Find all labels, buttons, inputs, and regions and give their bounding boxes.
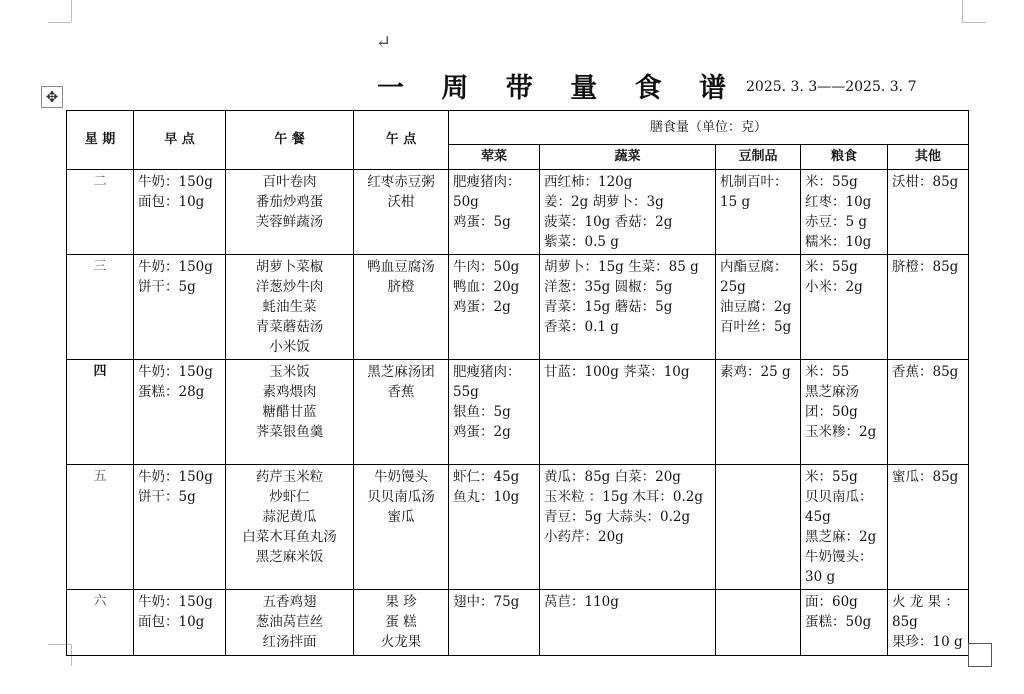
cell-line: 小米：2g [805,279,863,295]
other-cell [888,360,969,465]
resize-icon[interactable] [968,643,992,667]
cell-line: 蚝油生菜 [262,299,317,315]
cell-line: 牛奶：150g [138,469,213,485]
table-row [67,590,969,656]
subheader-meat: 荤菜 [449,145,540,170]
cell-line: 牛奶馒头： [805,549,873,565]
move-icon[interactable]: ✥ [41,86,63,108]
table-row [67,170,969,255]
meat-cell [449,465,540,590]
cell-line: 牛奶：150g [138,594,213,610]
cell-line: 油豆腐：2g [720,299,792,315]
cell-line: 牛肉：50g [453,259,520,275]
cell-line: 机制百叶： [720,174,788,190]
cell-line: 黑芝麻：2g [805,529,877,545]
meat-cell [449,590,540,656]
cell-line: 白菜木耳鱼丸汤 [242,529,337,545]
subheader-grain: 粮食 [801,145,888,170]
cell-line: 肥瘦猪肉： [453,174,521,190]
cell-line: 番茄炒鸡蛋 [255,194,324,210]
soy-cell [716,465,801,590]
cell-line: 鱼丸：10g [453,489,520,505]
breakfast-cell [134,465,226,590]
cell-line: 芙蓉鲜蔬汤 [255,214,324,230]
cell-line: 果 珍 [385,594,417,610]
header-day: 星 期 [67,111,134,170]
cell-line: 内酯豆腐： [720,259,788,275]
cell-line: 玉米糁：2g [805,424,877,440]
cell-line: 黄瓜：85g 白菜：20g [544,469,681,485]
subheader-veg: 蔬菜 [540,145,716,170]
menu-table [66,110,969,656]
lunch-cell [226,465,354,590]
cell-line: 赤豆：5 g [805,214,868,230]
cell-line: 蛋糕：50g [805,614,872,630]
lunch-cell [226,360,354,465]
subheader-soy: 豆制品 [716,145,801,170]
cell-line: 胡萝卜菜椒 [255,259,324,275]
cell-line [892,277,964,297]
cell-line: 紫菜：0.5 g [544,234,619,250]
other-cell [888,590,969,656]
grain-cell [801,465,888,590]
cell-line: 红枣赤豆粥 [367,174,435,190]
cell-line: 贝贝南瓜： [805,489,873,505]
cell-line [453,612,535,632]
lunch-cell [226,590,354,656]
cell-line: 虾仁：45g [453,469,520,485]
cell-line: 西红柿：120g [544,174,633,190]
cell-line: 青豆：5g 大蒜头：0.2g [544,509,691,525]
cell-line: 红枣：10g [805,194,872,210]
cell-line: 贝贝南瓜汤 [367,489,435,505]
cell-line: 小药芹：20g [544,529,624,545]
cell-line: 洋葱炒牛肉 [255,279,324,295]
cell-line: 50g [453,194,479,210]
breakfast-cell [134,255,226,360]
crop-mark [71,0,72,22]
meat-cell [449,360,540,465]
header-lunch: 午 餐 [226,111,354,170]
cell-line: 青菜：15g 蘑菇：5g [544,299,673,315]
day-cell: 二 [67,170,134,255]
cell-line: 果珍：10 g [892,634,963,650]
cell-line: 55g [453,384,479,400]
table-row [67,360,969,465]
cell-line: 米：55g [805,174,858,190]
cell-line: 肥瘦猪肉： [453,364,521,380]
cell-line: 香蕉 [387,384,415,400]
header-breakfast: 早 点 [134,111,226,170]
cell-line: 银鱼：5g [453,404,511,420]
cell-line: 素鸡：25 g [720,364,791,380]
soy-cell [716,590,801,656]
cell-line: 蛋糕：28g [138,384,205,400]
cell-line: 蜜瓜：85g [892,469,959,485]
cell-line: 沃柑 [387,194,415,210]
cell-line: 香蕉：85g [892,364,959,380]
cell-line: 玉米饭 [269,364,310,380]
cell-line: 五香鸡翅 [262,594,317,610]
cell-line: 面包：10g [138,614,205,630]
lunch-cell [226,255,354,360]
cell-line: 米：55g [805,469,858,485]
cell-line: 火 龙 果 ： [892,594,959,610]
cell-line: 青菜蘑菇汤 [255,319,324,335]
cell-line: 鸭血：20g [453,279,520,295]
cell-line: 蒜泥黄瓜 [262,509,317,525]
cell-line: 葱油莴苣丝 [255,614,324,630]
cell-line: 米：55 [805,364,850,380]
day-cell: 四 [67,360,134,465]
day-cell: 三 [67,255,134,360]
cell-line: 糖醋甘蓝 [262,404,317,420]
cell-line: 莴苣：110g [544,594,619,610]
cell-line: 炒虾仁 [269,489,310,505]
cell-line: 菠菜：10g 香菇：2g [544,214,673,230]
crop-mark [962,22,986,23]
cell-line: 黑芝麻米饭 [255,549,324,565]
breakfast-cell [134,360,226,465]
cell-line: 45g [805,509,831,525]
snack-cell [354,590,449,656]
cell-line: 蜜瓜 [387,509,415,525]
cell-line [453,232,535,252]
crop-mark [48,22,71,23]
cell-line: 甘蓝：100g 荠菜：10g [544,364,690,380]
veg-cell [540,255,716,360]
cell-line: 85g [892,614,918,630]
cell-line: 米：55g [805,259,858,275]
cell-line: 糯米：10g [805,234,872,250]
header-intake: 膳食量（单位：克） [449,111,969,145]
cell-line: 面：60g [805,594,858,610]
cell-line: 洋葱：35g 圆椒：5g [544,279,673,295]
cell-line: 火龙果 [380,634,422,650]
cell-line: 饼干：5g [138,279,196,295]
soy-cell [716,170,801,255]
crop-mark [962,0,963,22]
breakfast-cell [134,170,226,255]
breakfast-cell [134,590,226,656]
header-snack: 午 点 [354,111,449,170]
cell-line: 鸡蛋：2g [453,299,511,315]
cell-line: 15 g [720,194,751,210]
cell-line [892,487,964,507]
date-range: 2025. 3. 3——2025. 3. 7 [746,79,917,95]
snack-cell [354,170,449,255]
cell-line: 胡萝卜：15g 生菜：85 g [544,259,699,275]
day-cell: 五 [67,465,134,590]
veg-cell [540,170,716,255]
cell-line: 牛奶：150g [138,174,213,190]
cell-line [805,297,883,317]
other-cell [888,255,969,360]
cell-line: 脐橙 [387,279,415,295]
cell-line: 蛋 糕 [385,614,417,630]
veg-cell [540,360,716,465]
table-row [67,255,969,360]
cell-line: 沃柑：85g [892,174,959,190]
cell-line: 黑芝麻汤团 [367,364,435,380]
cell-line: 牛奶：150g [138,364,213,380]
snack-cell [354,255,449,360]
cell-line: 鸭血豆腐汤 [367,259,435,275]
cell-line: 25g [720,279,746,295]
cell-line [805,442,883,462]
cell-line: 百叶卷肉 [262,174,317,190]
cell-line [544,612,711,632]
other-cell [888,170,969,255]
paragraph-mark: ↵ [376,32,392,53]
soy-cell [716,255,801,360]
cell-line: 素鸡煨肉 [262,384,317,400]
other-cell [888,465,969,590]
table-row [67,465,969,590]
meat-cell [449,255,540,360]
subheader-other: 其他 [888,145,969,170]
grain-cell [801,360,888,465]
grain-cell [801,170,888,255]
cell-line: 荠菜银鱼羹 [255,424,324,440]
cell-line: 玉米粒 ：15g 木耳：0.2g [544,489,704,505]
cell-line [720,467,796,487]
menu-body [67,170,969,656]
cell-line: 药芹玉米粒 [255,469,324,485]
cell-line: 鸡蛋：5g [453,214,511,230]
cell-line: 黑芝麻汤 [805,384,859,400]
veg-cell [540,590,716,656]
page-title: 一 周 带 量 食 谱 [377,73,740,104]
cell-line: 鸡蛋：2g [453,424,511,440]
soy-cell [716,360,801,465]
cell-line [892,382,964,402]
meat-cell [449,170,540,255]
cell-line: 牛奶馒头 [374,469,428,485]
cell-line: 饼干：5g [138,489,196,505]
cell-line [892,192,964,212]
cell-line: 牛奶：150g [138,259,213,275]
cell-line [720,592,796,612]
cell-line: 团：50g [805,404,858,420]
snack-cell [354,465,449,590]
cell-line: 脐橙：85g [892,259,959,275]
cell-line: 面包：10g [138,194,205,210]
day-cell: 六 [67,590,134,656]
grain-cell [801,255,888,360]
grain-cell [801,590,888,656]
lunch-cell [226,170,354,255]
cell-line: 香菜：0.1 g [544,319,619,335]
cell-line: 30 g [805,569,836,585]
cell-line: 红汤拌面 [262,634,317,650]
cell-line: 小米饭 [269,339,310,355]
cell-line: 姜：2g 胡萝卜：3g [544,194,664,210]
cell-line: 百叶丝：5g [720,319,792,335]
cell-line: 翅中：75g [453,594,520,610]
snack-cell [354,360,449,465]
veg-cell [540,465,716,590]
